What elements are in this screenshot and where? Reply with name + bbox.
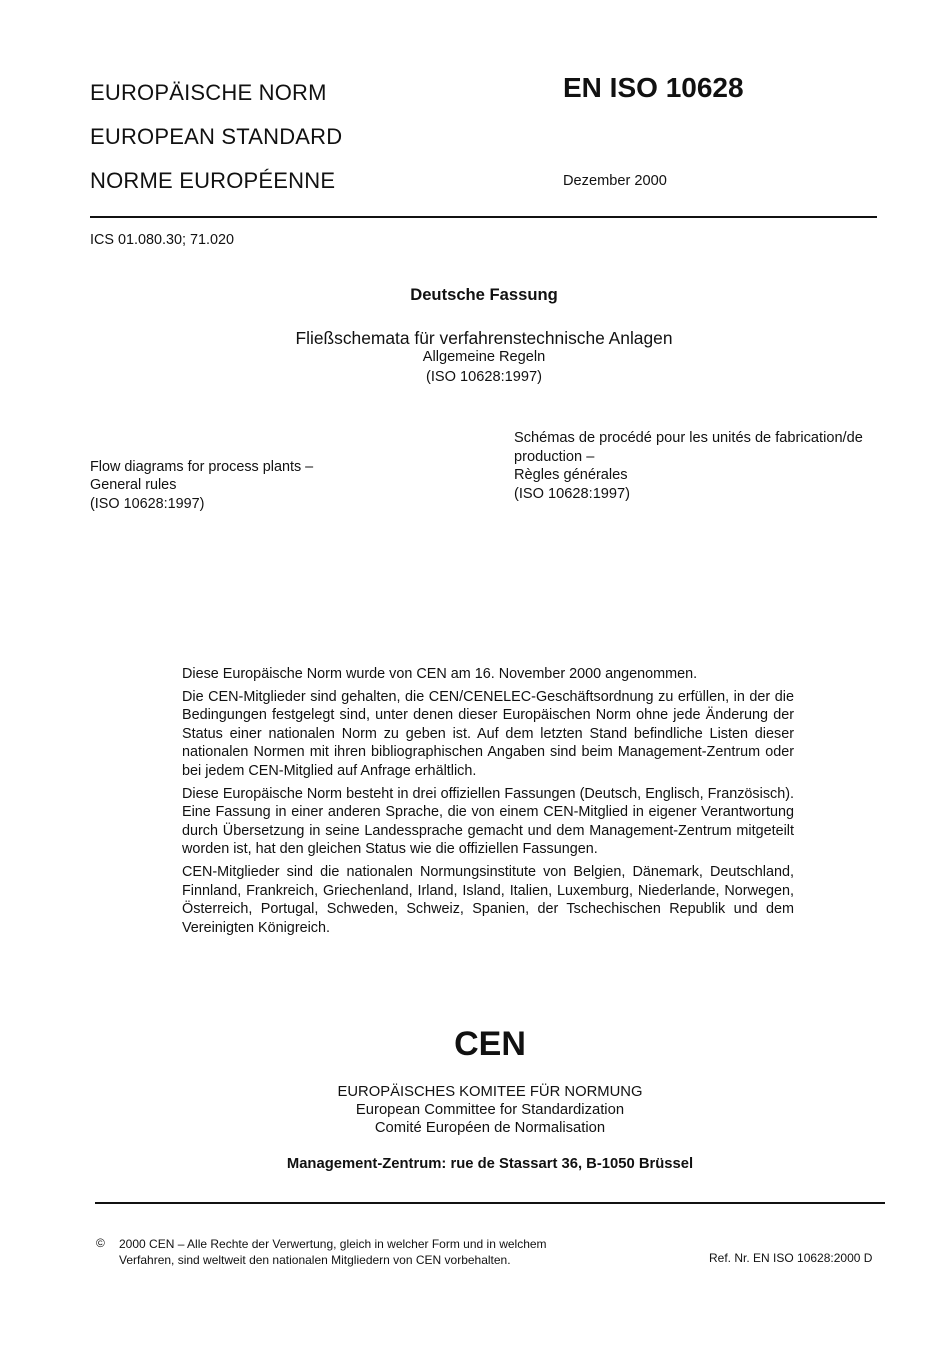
english-title-line: (ISO 10628:1997) xyxy=(90,495,205,512)
french-title-line: Schémas de procédé pour les unités de fabrication/de xyxy=(514,430,863,446)
body-paragraph-versions: Diese Europäische Norm besteht in drei offiziellen Fassungen (Deutsch, Englisch, Französisch). Eine Fassung in einer anderen Sprache, die von einem CEN-Mitglied in eigener Verantwortung durch Übersetzung in seine Landessprache gemacht und dem Management-Zentrum mitgeteilt worden ist, hat den gleichen Status wie die offiziellen Fassungen. xyxy=(182,785,794,858)
cen-address: Management-Zentrum: rue de Stassart 36, B-1050 Brüssel xyxy=(286,1156,694,1172)
header-divider xyxy=(90,216,877,218)
copyright-icon: © xyxy=(96,1236,105,1250)
body-paragraph-members: CEN-Mitglieder sind die nationalen Normungsinstitute von Belgien, Dänemark, Deutschland, Finnland, Frankreich, Griechenland, Irland, Island, Italien, Luxemburg, Niederlande, Norwegen, Österreich, Portugal, Schweden, Schweiz, Spanien, der Tschechischen Republik und dem Vereinigten Königreich. xyxy=(182,863,794,936)
cen-name-de: EUROPÄISCHES KOMITEE FÜR NORMUNG xyxy=(337,1084,643,1100)
cen-name-fr: Comité Européen de Normalisation xyxy=(374,1120,606,1136)
reference-number: Ref. Nr. EN ISO 10628:2000 D xyxy=(709,1251,873,1265)
english-title-line: General rules xyxy=(90,477,177,494)
ics-code: ICS 01.080.30; 71.020 xyxy=(90,232,235,248)
standard-number: EN ISO 10628 xyxy=(563,72,744,103)
body-paragraph-adoption: Diese Europäische Norm wurde von CEN am 16. November 2000 angenommen. xyxy=(182,666,698,682)
cen-logo: CEN xyxy=(454,1025,526,1063)
body-text xyxy=(182,665,794,941)
german-title: Fließschemata für verfahrenstechnische Anlagen xyxy=(295,328,673,348)
english-title-block xyxy=(90,458,450,513)
copyright-line: 2000 CEN – Alle Rechte der Verwertung, gleich in welcher Form und in welchem xyxy=(119,1237,547,1251)
header-name-en: EUROPEAN STANDARD xyxy=(90,124,343,149)
french-title-line: Règles générales xyxy=(514,467,628,483)
body-paragraph-obligations: Die CEN-Mitglieder sind gehalten, die CEN/CENELEC-Geschäftsordnung zu erfüllen, in der die Bedingungen festgelegt sind, unter denen dieser Europäischen Norm ohne jede Änderung der Status einer nationalen Norm zu geben ist. Auf dem letzten Stand befindliche Listen dieser nationalen Normen mit ihren bibliographischen Angaben sind beim Management-Zentrum oder bei jedem CEN-Mitglied auf Anfrage erhältlich. xyxy=(182,688,794,779)
english-title-line: Flow diagrams for process plants – xyxy=(90,459,314,475)
header-name-de: EUROPÄISCHE NORM xyxy=(90,80,327,105)
version-label: Deutsche Fassung xyxy=(410,285,558,304)
french-title-block xyxy=(514,429,894,503)
french-title-line: production – xyxy=(514,448,595,465)
copyright-line: Verfahren, sind weltweit den nationalen Mitgliedern von CEN vorbehalten. xyxy=(119,1253,511,1267)
german-iso-ref: (ISO 10628:1997) xyxy=(425,369,543,385)
cen-name-en: European Committee for Standardization xyxy=(355,1102,625,1118)
header-name-fr: NORME EUROPÉENNE xyxy=(90,168,336,193)
french-title-line: (ISO 10628:1997) xyxy=(514,485,631,502)
german-subtitle: Allgemeine Regeln xyxy=(422,349,546,365)
footer-divider xyxy=(95,1202,885,1204)
copyright-text xyxy=(119,1236,547,1268)
publication-date: Dezember 2000 xyxy=(563,173,667,189)
